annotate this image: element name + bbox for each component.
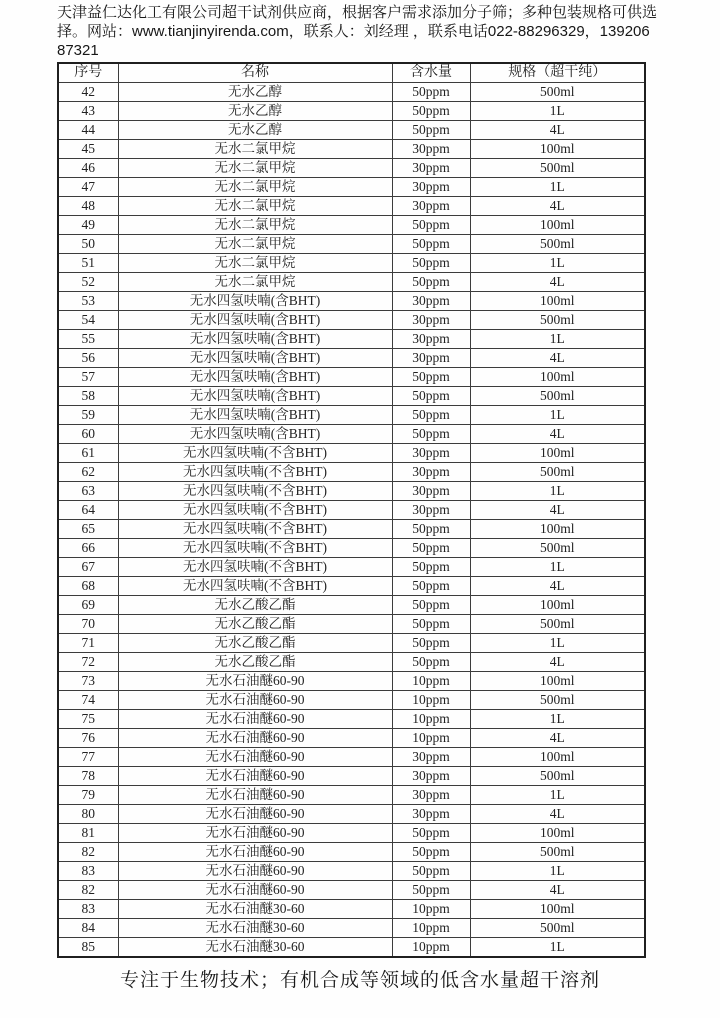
water-content-cell: 30ppm (392, 805, 470, 824)
spec-cell: 500ml (470, 615, 645, 634)
serial-cell: 84 (58, 919, 118, 938)
product-name-cell: 无水四氢呋喃(不含BHT) (118, 444, 392, 463)
spec-cell: 4L (470, 653, 645, 672)
serial-cell: 63 (58, 482, 118, 501)
table-row (58, 748, 645, 767)
water-content-cell: 30ppm (392, 463, 470, 482)
product-name-cell: 无水乙酸乙酯 (118, 634, 392, 653)
product-name-cell: 无水乙酸乙酯 (118, 615, 392, 634)
serial-cell: 54 (58, 311, 118, 330)
water-content-cell: 50ppm (392, 216, 470, 235)
serial-cell: 61 (58, 444, 118, 463)
spec-cell: 500ml (470, 83, 645, 102)
product-name-cell: 无水石油醚60-90 (118, 805, 392, 824)
spec-cell: 100ml (470, 748, 645, 767)
product-name-cell: 无水石油醚60-90 (118, 824, 392, 843)
water-content-cell: 30ppm (392, 330, 470, 349)
spec-cell: 100ml (470, 292, 645, 311)
table-row (58, 330, 645, 349)
serial-cell: 66 (58, 539, 118, 558)
spec-cell: 500ml (470, 387, 645, 406)
spec-cell: 500ml (470, 539, 645, 558)
serial-cell: 62 (58, 463, 118, 482)
table-row (58, 83, 645, 102)
spec-cell: 100ml (470, 672, 645, 691)
serial-cell: 60 (58, 425, 118, 444)
spec-cell: 1L (470, 330, 645, 349)
footer-tagline: 专注于生物技术；有机合成等领域的低含水量超干溶剂 (119, 970, 600, 991)
table-row (58, 615, 645, 634)
table-row (58, 254, 645, 273)
spec-cell: 1L (470, 710, 645, 729)
product-name-cell: 无水石油醚30-60 (118, 938, 392, 958)
serial-cell: 73 (58, 672, 118, 691)
serial-cell: 78 (58, 767, 118, 786)
table-row (58, 672, 645, 691)
table-row (58, 159, 645, 178)
serial-cell: 57 (58, 368, 118, 387)
serial-cell: 75 (58, 710, 118, 729)
water-content-cell: 50ppm (392, 843, 470, 862)
table-row (58, 691, 645, 710)
table-row (58, 805, 645, 824)
spec-cell: 500ml (470, 919, 645, 938)
serial-cell: 42 (58, 83, 118, 102)
serial-cell: 43 (58, 102, 118, 121)
water-content-cell: 50ppm (392, 83, 470, 102)
product-name-cell: 无水四氢呋喃(不含BHT) (118, 520, 392, 539)
product-name-cell: 无水四氢呋喃(不含BHT) (118, 463, 392, 482)
water-content-cell: 30ppm (392, 482, 470, 501)
table-row (58, 102, 645, 121)
spec-cell: 500ml (470, 767, 645, 786)
table-row (58, 520, 645, 539)
table-row (58, 938, 645, 958)
product-name-cell: 无水二氯甲烷 (118, 273, 392, 292)
serial-cell: 53 (58, 292, 118, 311)
water-content-cell: 50ppm (392, 406, 470, 425)
water-content-cell: 50ppm (392, 577, 470, 596)
spec-cell: 100ml (470, 216, 645, 235)
serial-cell: 74 (58, 691, 118, 710)
product-name-cell: 无水四氢呋喃(含BHT) (118, 349, 392, 368)
table-row (58, 653, 645, 672)
serial-cell: 49 (58, 216, 118, 235)
serial-cell: 71 (58, 634, 118, 653)
spec-cell: 500ml (470, 159, 645, 178)
serial-cell: 65 (58, 520, 118, 539)
water-content-cell: 50ppm (392, 615, 470, 634)
spec-cell: 4L (470, 197, 645, 216)
table-row (58, 121, 645, 140)
product-table (57, 62, 646, 958)
serial-cell: 50 (58, 235, 118, 254)
spec-cell: 1L (470, 254, 645, 273)
product-name-cell: 无水石油醚30-60 (118, 900, 392, 919)
water-content-cell: 30ppm (392, 292, 470, 311)
water-content-cell: 30ppm (392, 767, 470, 786)
table-row (58, 368, 645, 387)
product-name-cell: 无水石油醚30-60 (118, 919, 392, 938)
serial-cell: 70 (58, 615, 118, 634)
serial-cell: 82 (58, 843, 118, 862)
spec-cell: 500ml (470, 843, 645, 862)
table-row (58, 463, 645, 482)
water-content-cell: 50ppm (392, 539, 470, 558)
spec-cell: 1L (470, 634, 645, 653)
water-content-cell: 50ppm (392, 102, 470, 121)
spec-cell: 500ml (470, 691, 645, 710)
water-content-cell: 50ppm (392, 235, 470, 254)
serial-cell: 58 (58, 387, 118, 406)
water-content-cell: 50ppm (392, 387, 470, 406)
water-content-cell: 50ppm (392, 881, 470, 900)
table-body (58, 83, 645, 958)
spec-cell: 500ml (470, 463, 645, 482)
table-row (58, 406, 645, 425)
table-row (58, 349, 645, 368)
product-name-cell: 无水二氯甲烷 (118, 235, 392, 254)
serial-cell: 85 (58, 938, 118, 958)
table-row (58, 273, 645, 292)
spec-cell: 100ml (470, 368, 645, 387)
water-content-cell: 10ppm (392, 919, 470, 938)
table-row (58, 824, 645, 843)
product-name-cell: 无水二氯甲烷 (118, 254, 392, 273)
spec-cell: 100ml (470, 900, 645, 919)
product-name-cell: 无水二氯甲烷 (118, 197, 392, 216)
product-name-cell: 无水石油醚60-90 (118, 729, 392, 748)
water-content-cell: 10ppm (392, 691, 470, 710)
serial-cell: 69 (58, 596, 118, 615)
intro-paragraph: 天津益仁达化工有限公司超干试剂供应商，根据客户需求添加分子筛；多种包装规格可供选择。网站：www.tianjinyirenda.com，联系人：刘经理 ，联系电话022-88296329，13920687321 (57, 4, 658, 59)
water-content-cell: 50ppm (392, 121, 470, 140)
table-row (58, 786, 645, 805)
product-name-cell: 无水四氢呋喃(含BHT) (118, 368, 392, 387)
spec-cell: 4L (470, 577, 645, 596)
spec-cell: 1L (470, 558, 645, 577)
spec-cell: 1L (470, 938, 645, 958)
product-name-cell: 无水四氢呋喃(含BHT) (118, 330, 392, 349)
product-name-cell: 无水四氢呋喃(不含BHT) (118, 501, 392, 520)
product-name-cell: 无水石油醚60-90 (118, 881, 392, 900)
spec-cell: 4L (470, 729, 645, 748)
water-content-cell: 10ppm (392, 672, 470, 691)
water-content-cell: 50ppm (392, 862, 470, 881)
table-row (58, 140, 645, 159)
spec-cell: 4L (470, 805, 645, 824)
water-content-cell: 50ppm (392, 254, 470, 273)
spec-cell: 1L (470, 406, 645, 425)
table-row (58, 311, 645, 330)
product-name-cell: 无水石油醚60-90 (118, 786, 392, 805)
spec-cell: 4L (470, 425, 645, 444)
serial-cell: 64 (58, 501, 118, 520)
table-row (58, 558, 645, 577)
spec-cell: 100ml (470, 444, 645, 463)
table-row (58, 862, 645, 881)
product-name-cell: 无水乙醇 (118, 102, 392, 121)
water-content-cell: 30ppm (392, 311, 470, 330)
spec-cell: 4L (470, 349, 645, 368)
serial-cell: 80 (58, 805, 118, 824)
product-name-cell: 无水四氢呋喃(不含BHT) (118, 558, 392, 577)
table-row (58, 235, 645, 254)
serial-cell: 44 (58, 121, 118, 140)
spec-cell: 100ml (470, 824, 645, 843)
table-row (58, 501, 645, 520)
serial-cell: 55 (58, 330, 118, 349)
serial-cell: 79 (58, 786, 118, 805)
spec-cell: 1L (470, 482, 645, 501)
product-name-cell: 无水四氢呋喃(不含BHT) (118, 482, 392, 501)
table-row (58, 178, 645, 197)
water-content-cell: 30ppm (392, 140, 470, 159)
spec-cell: 100ml (470, 596, 645, 615)
table-row (58, 292, 645, 311)
water-content-cell: 10ppm (392, 900, 470, 919)
table-row (58, 767, 645, 786)
water-content-cell: 50ppm (392, 653, 470, 672)
serial-cell: 82 (58, 881, 118, 900)
product-name-cell: 无水二氯甲烷 (118, 216, 392, 235)
product-name-cell: 无水石油醚60-90 (118, 843, 392, 862)
spec-cell: 4L (470, 121, 645, 140)
table-row (58, 197, 645, 216)
spec-cell: 4L (470, 273, 645, 292)
serial-cell: 59 (58, 406, 118, 425)
product-name-cell: 无水四氢呋喃(含BHT) (118, 425, 392, 444)
product-name-cell: 无水乙醇 (118, 83, 392, 102)
spec-cell: 1L (470, 862, 645, 881)
serial-cell: 68 (58, 577, 118, 596)
serial-cell: 46 (58, 159, 118, 178)
product-name-cell: 无水四氢呋喃(不含BHT) (118, 577, 392, 596)
product-name-cell: 无水石油醚60-90 (118, 710, 392, 729)
table-row (58, 900, 645, 919)
table-row (58, 729, 645, 748)
product-name-cell: 无水乙酸乙酯 (118, 653, 392, 672)
spec-cell: 1L (470, 178, 645, 197)
product-name-cell: 无水四氢呋喃(含BHT) (118, 292, 392, 311)
water-content-cell: 50ppm (392, 520, 470, 539)
water-content-cell: 10ppm (392, 729, 470, 748)
table-header-row (58, 63, 645, 83)
table-row (58, 881, 645, 900)
serial-cell: 76 (58, 729, 118, 748)
product-name-cell: 无水乙醇 (118, 121, 392, 140)
table-row (58, 919, 645, 938)
serial-cell: 52 (58, 273, 118, 292)
table-row (58, 425, 645, 444)
serial-cell: 47 (58, 178, 118, 197)
table-row (58, 596, 645, 615)
spec-cell: 1L (470, 786, 645, 805)
water-content-cell: 50ppm (392, 558, 470, 577)
serial-cell: 67 (58, 558, 118, 577)
water-content-cell: 50ppm (392, 596, 470, 615)
water-content-cell: 30ppm (392, 178, 470, 197)
spec-cell: 4L (470, 501, 645, 520)
water-content-cell: 50ppm (392, 634, 470, 653)
serial-cell: 83 (58, 862, 118, 881)
water-content-cell: 10ppm (392, 710, 470, 729)
spec-cell: 500ml (470, 235, 645, 254)
product-name-cell: 无水石油醚60-90 (118, 672, 392, 691)
table-row (58, 843, 645, 862)
product-name-cell: 无水四氢呋喃(含BHT) (118, 311, 392, 330)
spec-cell: 100ml (470, 140, 645, 159)
water-content-cell: 10ppm (392, 938, 470, 958)
table-row (58, 387, 645, 406)
table-row (58, 634, 645, 653)
table-row (58, 216, 645, 235)
water-content-cell: 30ppm (392, 501, 470, 520)
product-name-cell: 无水石油醚60-90 (118, 767, 392, 786)
column-header-water-content: 含水量 (392, 63, 470, 83)
water-content-cell: 30ppm (392, 444, 470, 463)
water-content-cell: 50ppm (392, 824, 470, 843)
water-content-cell: 50ppm (392, 273, 470, 292)
product-name-cell: 无水四氢呋喃(含BHT) (118, 387, 392, 406)
column-header-spec: 规格（超干纯） (470, 63, 645, 83)
product-name-cell: 无水四氢呋喃(含BHT) (118, 406, 392, 425)
serial-cell: 77 (58, 748, 118, 767)
table-row (58, 482, 645, 501)
serial-cell: 51 (58, 254, 118, 273)
product-name-cell: 无水二氯甲烷 (118, 178, 392, 197)
serial-cell: 81 (58, 824, 118, 843)
column-header-name: 名称 (118, 63, 392, 83)
table-row (58, 577, 645, 596)
product-name-cell: 无水石油醚60-90 (118, 862, 392, 881)
serial-cell: 48 (58, 197, 118, 216)
product-name-cell: 无水石油醚60-90 (118, 691, 392, 710)
product-name-cell: 无水四氢呋喃(不含BHT) (118, 539, 392, 558)
serial-cell: 83 (58, 900, 118, 919)
spec-cell: 1L (470, 102, 645, 121)
table-row (58, 444, 645, 463)
serial-cell: 72 (58, 653, 118, 672)
water-content-cell: 30ppm (392, 748, 470, 767)
table-row (58, 539, 645, 558)
product-name-cell: 无水石油醚60-90 (118, 748, 392, 767)
serial-cell: 45 (58, 140, 118, 159)
spec-cell: 4L (470, 881, 645, 900)
column-header-serial: 序号 (58, 63, 118, 83)
product-name-cell: 无水乙酸乙酯 (118, 596, 392, 615)
water-content-cell: 30ppm (392, 159, 470, 178)
water-content-cell: 30ppm (392, 786, 470, 805)
serial-cell: 56 (58, 349, 118, 368)
spec-cell: 500ml (470, 311, 645, 330)
water-content-cell: 50ppm (392, 368, 470, 387)
water-content-cell: 50ppm (392, 425, 470, 444)
water-content-cell: 30ppm (392, 197, 470, 216)
product-name-cell: 无水二氯甲烷 (118, 140, 392, 159)
water-content-cell: 30ppm (392, 349, 470, 368)
spec-cell: 100ml (470, 520, 645, 539)
product-name-cell: 无水二氯甲烷 (118, 159, 392, 178)
table-row (58, 710, 645, 729)
